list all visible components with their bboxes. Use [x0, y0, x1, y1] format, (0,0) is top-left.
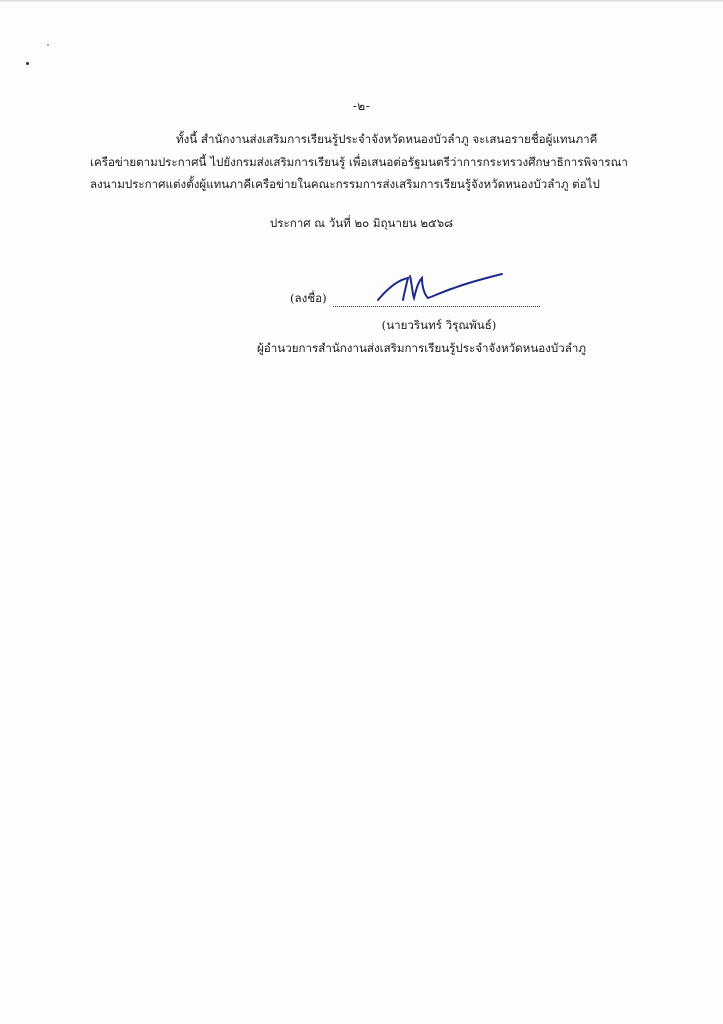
- page-number: -๒-: [352, 99, 371, 113]
- body-line: ลงนามประกาศแต่งตั้งผู้แทนภาคีเครือข่ายในคณะกรรมการส่งเสริมการเรียนรู้จังหวัดหนองบัวลำภู ต่อไป: [90, 177, 600, 191]
- scan-speck: [26, 62, 29, 65]
- body-line: ทั้งนี้ สำนักงานส่งเสริมการเรียนรู้ประจำจังหวัดหนองบัวลำภู จะเสนอรายชื่อผู้แทนภาคี: [176, 132, 598, 146]
- body-paragraph: [90, 128, 636, 196]
- scan-edge: [0, 0, 723, 3]
- signer-name: (นายวรินทร์ วิรุณพันธ์): [381, 318, 497, 332]
- announcement-date: ประกาศ ณ วันที่ ๒๐ มิถุนายน ๒๕๖๘: [269, 216, 454, 230]
- signature-label: (ลงชื่อ): [290, 291, 327, 305]
- body-line: เครือข่ายตามประกาศนี้ ไปยังกรมส่งเสริมการเรียนรู้ เพื่อเสนอต่อรัฐมนตรีว่าการกระทรวงศึกษาธิการพิจารณา: [90, 154, 628, 169]
- signer-position: ผู้อำนวยการสำนักงานส่งเสริมการเรียนรู้ประจำจังหวัดหนองบัวลำภู: [257, 341, 586, 355]
- scan-speck: [47, 44, 49, 46]
- handwritten-signature: [370, 266, 510, 314]
